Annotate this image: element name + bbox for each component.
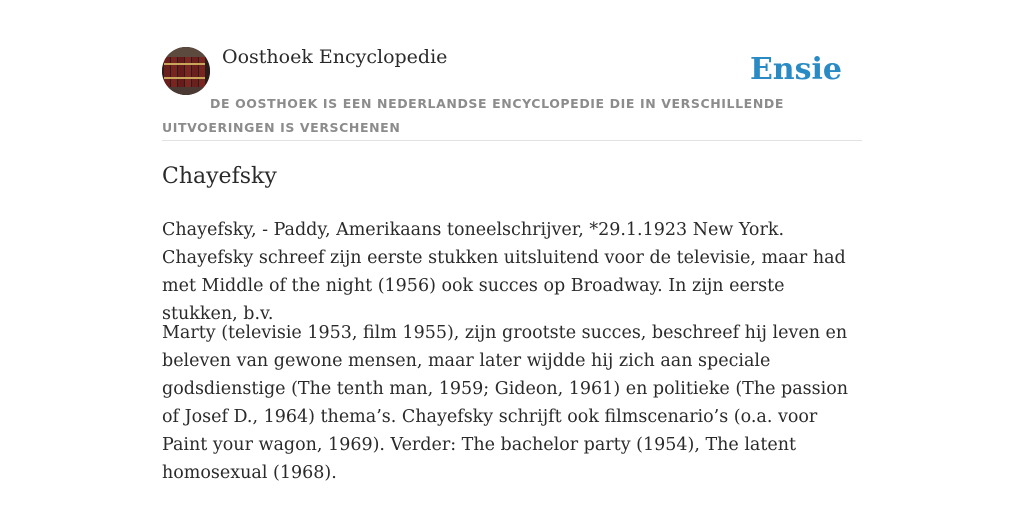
site-name[interactable]: Oosthoek Encyclopedie (222, 46, 448, 68)
page-container (162, 0, 862, 483)
brand-logo-text[interactable]: Ensie (749, 52, 842, 87)
books-icon (162, 47, 210, 95)
article-paragraph: Marty (televisie 1953, film 1955), zijn grootste succes, beschreef hij leven en beleven van gewone mensen, maar later wijdde hij zich aan speciale godsdienstige (The tenth man, 1959; Gideon, 1961) en politieke (The passion of Josef D., 1964) thema’s. Chayefsky schrijft ook filmscenario’s (o.a. voor Paint your wagon, 1969). Verder: The bachelor party (1954), The latent homosexual (1968). (162, 323, 849, 483)
article-title: Chayefsky (162, 164, 277, 189)
encyclopedia-books-avatar[interactable] (162, 47, 210, 95)
site-header (162, 0, 862, 141)
article-paragraph: Chayefsky, - Paddy, Amerikaans toneelschrijver, *29.1.1923 New York. Chayefsky schreef zijn eerste stukken uitsluitend voor de televisie, maar had met Middle of the night (1956) ook succes op Broadway. In zijn eerste stukken, b.v. (162, 220, 846, 324)
site-tagline: DE OOSTHOEK IS EEN NEDERLANDSE ENCYCLOPEDIE DIE IN VERSCHILLENDE UITVOERINGEN IS VERSCHENEN (162, 96, 784, 135)
